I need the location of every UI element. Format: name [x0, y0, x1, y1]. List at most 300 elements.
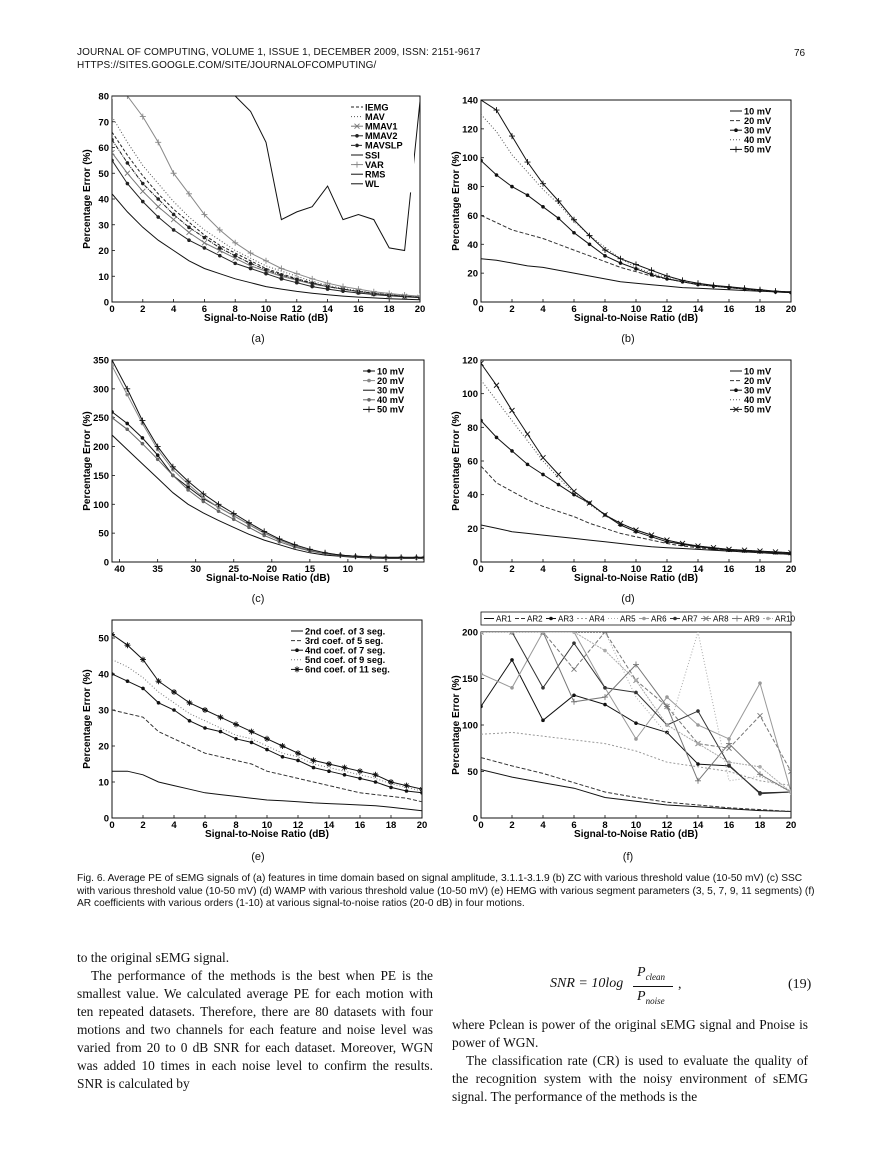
x-tick-label: 16	[353, 304, 364, 315]
legend-entry: 50 mV	[744, 404, 772, 415]
data-point	[373, 772, 379, 778]
legend-marker	[355, 144, 359, 148]
data-point	[110, 410, 114, 414]
data-point	[295, 281, 299, 285]
legend-entry: AR10	[775, 614, 796, 624]
y-axis-label: Percentage Error (%)	[82, 669, 93, 769]
data-point	[219, 730, 223, 734]
data-point	[343, 773, 347, 777]
data-point	[383, 554, 389, 560]
x-tick-label: 4	[540, 820, 546, 831]
x-tick-label: 16	[723, 820, 735, 831]
x-tick-label: 16	[723, 564, 735, 575]
legend-entry: 5nd coef. of 9 seg.	[305, 655, 386, 666]
legend	[481, 612, 796, 625]
x-tick-label: 40	[114, 564, 125, 575]
x-tick-label: 4	[170, 304, 177, 315]
data-point	[758, 792, 762, 796]
legend-entry: MAVSLP	[365, 140, 403, 151]
data-point	[141, 442, 145, 446]
paragraph-cr: The classification rate (CR) is used to evaluate the quality of the recognition system with the noisy environment of sEMG signal. The performance of the methods is the	[452, 1053, 808, 1104]
equation-numerator: $P_{clean}$	[637, 965, 666, 982]
x-tick-label: 20	[414, 304, 426, 315]
data-point	[603, 254, 607, 258]
data-point	[264, 736, 270, 742]
data-point	[711, 282, 717, 288]
data-point	[557, 217, 561, 221]
y-tick-label: 40	[98, 669, 109, 681]
legend-entry: 50 mV	[744, 144, 772, 155]
legend-entry: 10 mV	[744, 366, 772, 377]
data-point	[572, 693, 576, 697]
legend-entry: IEMG	[365, 102, 389, 113]
data-point	[571, 699, 577, 705]
series-line-20-mv	[481, 215, 791, 292]
data-point	[603, 703, 607, 707]
data-point	[696, 723, 700, 727]
data-point	[109, 357, 115, 363]
data-point	[633, 261, 639, 267]
data-point	[156, 453, 160, 457]
data-point	[510, 408, 515, 413]
legend-entry: 50 mV	[377, 404, 405, 415]
chart-d-svg	[449, 350, 799, 595]
data-point	[202, 707, 208, 713]
data-point	[126, 161, 130, 165]
y-tick-label: 20	[467, 523, 478, 535]
data-point	[479, 672, 483, 676]
data-point	[342, 765, 348, 771]
y-axis-label: Percentage Error (%)	[451, 151, 462, 251]
x-tick-label: 20	[416, 820, 428, 831]
data-point	[557, 483, 561, 487]
data-point	[479, 159, 483, 163]
chart-a-svg	[80, 90, 430, 335]
legend-entry: MMAV1	[365, 121, 398, 132]
data-point	[312, 766, 316, 770]
panel-label-c: (c)	[251, 593, 265, 605]
y-tick-label: 40	[98, 194, 109, 206]
x-tick-label: 14	[692, 304, 704, 315]
fraction-bar	[633, 986, 673, 987]
data-point	[265, 748, 269, 752]
y-axis-label: Percentage Error (%)	[82, 149, 93, 249]
data-point	[634, 691, 638, 695]
y-tick-label: 50	[467, 767, 478, 778]
data-point	[139, 418, 145, 424]
x-tick-label: 8	[602, 820, 608, 831]
data-point	[249, 729, 255, 735]
data-point	[757, 287, 763, 293]
data-point	[156, 457, 160, 461]
x-tick-label: 10	[260, 304, 272, 315]
legend-entry: 40 mV	[744, 395, 772, 406]
data-point	[541, 686, 545, 690]
journal-url: HTTPS://SITES.GOOGLE.COM/SITE/JOURNALOFCOMPUTING/	[77, 60, 377, 71]
data-point	[479, 630, 483, 634]
x-tick-label: 0	[478, 564, 484, 575]
legend-marker	[367, 369, 371, 373]
y-tick-label: 40	[467, 490, 478, 502]
x-axis-label: Signal-to-Noise Ratio (dB)	[206, 573, 330, 584]
data-point	[541, 455, 546, 460]
x-tick-label: 20	[785, 304, 797, 315]
x-tick-label: 18	[383, 304, 395, 315]
panel-label-d: (d)	[621, 593, 635, 605]
data-point	[665, 723, 669, 727]
y-tick-label: 100	[462, 389, 478, 401]
y-tick-label: 0	[103, 813, 109, 825]
paragraph-continuation: to the original sEMG signal.	[77, 950, 230, 965]
data-point	[525, 432, 530, 437]
y-tick-label: 150	[462, 674, 478, 685]
data-point	[202, 500, 206, 504]
y-tick-label: 120	[462, 355, 478, 367]
data-point	[726, 284, 732, 290]
data-point	[310, 285, 314, 289]
x-tick-label: 8	[602, 304, 608, 315]
y-tick-label: 80	[467, 182, 478, 194]
data-point	[140, 189, 145, 194]
data-point	[634, 737, 638, 741]
x-tick-label: 18	[754, 820, 766, 831]
body-column-left	[77, 949, 433, 1093]
legend-entry: AR6	[651, 614, 667, 624]
data-point	[419, 786, 425, 792]
data-point	[126, 182, 130, 186]
y-tick-label: 10	[98, 271, 109, 283]
y-tick-label: 100	[93, 499, 109, 511]
data-point	[398, 554, 404, 560]
y-tick-label: 60	[98, 143, 109, 154]
data-point	[727, 760, 731, 764]
legend-entry: 40 mV	[744, 135, 772, 146]
data-point	[248, 250, 254, 256]
data-point	[649, 267, 655, 273]
data-point	[421, 554, 427, 560]
y-tick-label: 200	[93, 442, 109, 454]
data-point	[665, 731, 669, 735]
legend	[727, 364, 785, 418]
data-point	[141, 200, 145, 204]
y-tick-label: 80	[98, 91, 109, 103]
legend	[360, 364, 418, 418]
legend-marker	[734, 128, 738, 132]
data-point	[233, 721, 239, 727]
x-tick-label: 6	[571, 304, 577, 315]
y-tick-label: 40	[467, 239, 478, 251]
panel-label-e: (e)	[251, 851, 265, 863]
data-point	[556, 472, 561, 477]
data-point	[110, 364, 114, 368]
y-tick-label: 200	[462, 627, 478, 639]
data-point	[202, 240, 207, 245]
data-point	[510, 630, 514, 634]
x-tick-label: 14	[322, 304, 333, 315]
legend-entry: AR3	[558, 614, 574, 624]
x-tick-label: 12	[292, 820, 304, 831]
data-point	[696, 709, 700, 713]
data-point	[541, 205, 545, 209]
data-point	[172, 228, 176, 232]
data-point	[280, 277, 284, 281]
chart-panel-a	[80, 90, 430, 335]
y-tick-label: 0	[472, 557, 478, 569]
data-point	[110, 159, 114, 163]
data-point	[495, 436, 499, 440]
legend-entry: AR5	[620, 614, 636, 624]
legend-entry: 40 mV	[377, 395, 405, 406]
data-point	[250, 741, 254, 745]
data-point	[388, 779, 394, 785]
data-point	[494, 383, 499, 388]
data-point	[156, 215, 160, 219]
body-column-right	[452, 1016, 808, 1106]
y-tick-label: 150	[93, 470, 109, 482]
data-point	[634, 721, 638, 725]
data-point	[110, 416, 114, 420]
equation-19: SNR = 10log $P_{clean}$ $P_{noise}$ , (19)	[550, 965, 812, 1006]
legend-marker	[673, 617, 677, 621]
series-line-20-mv	[481, 466, 791, 554]
legend-entry: RMS	[365, 169, 386, 180]
x-tick-label: 18	[754, 564, 766, 575]
x-tick-label: 15	[304, 564, 316, 575]
x-tick-label: 16	[354, 820, 366, 831]
data-point	[619, 261, 623, 265]
data-point	[218, 714, 224, 720]
data-point	[526, 193, 530, 197]
data-point	[155, 139, 161, 145]
data-point	[479, 705, 483, 709]
x-axis-label: Signal-to-Noise Ratio (dB)	[204, 313, 328, 324]
data-point	[311, 757, 317, 763]
chart-panel-d	[449, 350, 799, 595]
data-point	[326, 761, 332, 767]
data-point	[218, 254, 222, 258]
page-number: 76	[794, 48, 806, 59]
y-tick-label: 60	[467, 210, 478, 222]
data-point	[634, 679, 638, 683]
data-point	[110, 672, 114, 676]
data-point	[758, 713, 763, 718]
chart-panel-f	[449, 610, 799, 850]
x-tick-label: 10	[342, 564, 354, 575]
x-tick-label: 10	[630, 820, 642, 831]
data-point	[263, 258, 269, 264]
legend-entry: 2nd coef. of 3 seg.	[305, 626, 386, 637]
data-point	[327, 769, 331, 773]
y-tick-label: 60	[467, 456, 478, 468]
x-tick-label: 2	[509, 304, 515, 315]
data-point	[494, 107, 500, 113]
series-line-10-mv	[112, 412, 424, 558]
x-tick-label: 30	[190, 564, 201, 575]
x-tick-label: 12	[661, 304, 673, 315]
data-point	[280, 743, 286, 749]
panel-label-f: (f)	[622, 851, 634, 863]
journal-line: JOURNAL OF COMPUTING, VOLUME 1, ISSUE 1, DECEMBER 2009, ISSN: 2151-9617	[77, 47, 481, 58]
legend-entry: SSI	[365, 150, 380, 161]
data-point	[281, 755, 285, 759]
legend-entry: 30 mV	[744, 125, 772, 136]
y-tick-label: 80	[467, 422, 478, 434]
data-point	[353, 553, 359, 559]
data-point	[249, 267, 253, 271]
x-tick-label: 20	[785, 820, 797, 831]
y-tick-label: 300	[93, 384, 109, 396]
legend-entry: 30 mV	[377, 385, 405, 396]
legend-marker	[355, 134, 359, 138]
y-tick-label: 0	[472, 297, 478, 309]
data-point	[479, 419, 483, 423]
y-tick-label: 30	[98, 220, 109, 232]
data-point	[203, 246, 207, 250]
legend-marker	[642, 617, 646, 621]
chart-b-svg	[449, 90, 799, 335]
series-line-ar2	[481, 758, 791, 812]
chart-c-svg	[80, 350, 430, 595]
data-point	[187, 226, 191, 230]
legend	[288, 624, 416, 678]
data-point	[758, 681, 762, 685]
x-tick-label: 0	[109, 820, 115, 831]
data-point	[157, 701, 161, 705]
data-point	[572, 667, 577, 672]
data-point	[261, 528, 267, 534]
data-point	[510, 185, 514, 189]
series-line-30-mv	[112, 435, 424, 559]
data-point	[478, 97, 484, 103]
legend-entry: 10 mV	[744, 106, 772, 117]
data-point	[187, 230, 192, 235]
data-point	[126, 679, 130, 683]
legend-entry: WL	[365, 179, 380, 190]
x-tick-label: 2	[509, 564, 515, 575]
y-tick-label: 100	[462, 153, 478, 165]
data-point	[156, 197, 160, 201]
paragraph-where: where Pclean is power of the original sEMG signal and Pnoise is power of WGN.	[452, 1017, 808, 1050]
data-point	[509, 133, 515, 139]
x-tick-label: 8	[232, 304, 238, 315]
x-tick-label: 6	[571, 564, 577, 575]
x-tick-label: 2	[140, 820, 146, 831]
data-point	[389, 786, 393, 790]
legend-entry: VAR	[365, 159, 384, 170]
y-axis-label: Percentage Error (%)	[82, 411, 93, 511]
legend-entry: MMAV2	[365, 131, 398, 142]
x-tick-label: 8	[233, 820, 239, 831]
x-tick-label: 4	[540, 304, 546, 315]
y-tick-label: 250	[93, 413, 109, 425]
data-point	[309, 276, 315, 282]
x-tick-label: 14	[692, 820, 704, 831]
data-point	[788, 289, 794, 295]
legend-entry: 6nd coef. of 11 seg.	[305, 664, 390, 675]
data-point	[358, 777, 362, 781]
data-point	[109, 631, 115, 637]
x-tick-label: 5	[383, 564, 389, 575]
x-tick-label: 8	[602, 564, 608, 575]
legend-entry: 3rd coef. of 5 seg.	[305, 635, 384, 646]
data-point	[510, 449, 514, 453]
data-point	[495, 173, 499, 177]
data-point	[603, 686, 607, 690]
equation-lhs: SNR = 10log	[550, 976, 624, 991]
x-tick-label: 0	[478, 820, 484, 831]
y-tick-label: 120	[462, 124, 478, 136]
data-point	[156, 204, 161, 209]
series-line-3rd-coef-of-5-seg-	[112, 710, 422, 802]
y-tick-label: 70	[98, 117, 109, 129]
legend-entry: 20 mV	[377, 375, 405, 386]
data-point	[417, 293, 423, 299]
series-line-40-mv	[112, 418, 424, 558]
x-tick-label: 0	[478, 304, 484, 315]
chart-e-svg	[80, 610, 430, 850]
data-point	[368, 554, 374, 560]
data-point	[541, 473, 545, 477]
y-tick-label: 20	[467, 268, 478, 280]
y-tick-label: 0	[472, 813, 478, 825]
data-point	[572, 231, 576, 235]
y-tick-label: 20	[98, 741, 109, 753]
x-tick-label: 16	[723, 304, 735, 315]
data-point	[186, 488, 190, 492]
series-line-rms	[112, 194, 420, 300]
data-point	[110, 138, 114, 142]
legend-entry: AR9	[744, 614, 760, 624]
y-tick-label: 50	[98, 168, 109, 180]
data-point	[280, 273, 284, 277]
legend-entry: 10 mV	[377, 366, 405, 377]
data-point	[233, 254, 237, 258]
data-point	[203, 236, 207, 240]
chart-panel-b	[449, 90, 799, 335]
legend-entry: 20 mV	[744, 375, 772, 386]
data-point	[405, 789, 409, 793]
x-tick-label: 4	[540, 564, 546, 575]
data-point	[172, 213, 176, 217]
x-tick-label: 0	[109, 304, 115, 315]
legend-entry: AR8	[713, 614, 729, 624]
y-axis-label: Percentage Error (%)	[451, 675, 462, 775]
legend-marker	[734, 388, 738, 392]
x-tick-label: 35	[152, 564, 163, 575]
y-tick-label: 10	[98, 777, 109, 789]
x-tick-label: 10	[630, 304, 642, 315]
data-point	[218, 246, 222, 250]
legend-entry: 4nd coef. of 7 seg.	[305, 645, 386, 656]
x-tick-label: 2	[140, 304, 146, 315]
x-tick-label: 14	[323, 820, 335, 831]
legend-marker	[549, 617, 553, 621]
x-tick-label: 20	[266, 564, 278, 575]
x-tick-label: 12	[291, 304, 303, 315]
data-point	[187, 238, 191, 242]
data-point	[295, 750, 301, 756]
x-tick-label: 20	[785, 564, 797, 575]
data-point	[374, 780, 378, 784]
x-tick-label: 14	[692, 564, 704, 575]
data-point	[294, 271, 300, 277]
data-point	[572, 641, 576, 645]
data-point	[247, 526, 251, 530]
x-tick-label: 6	[201, 304, 208, 315]
data-point	[526, 463, 530, 467]
running-header	[77, 46, 481, 72]
data-point	[510, 686, 514, 690]
